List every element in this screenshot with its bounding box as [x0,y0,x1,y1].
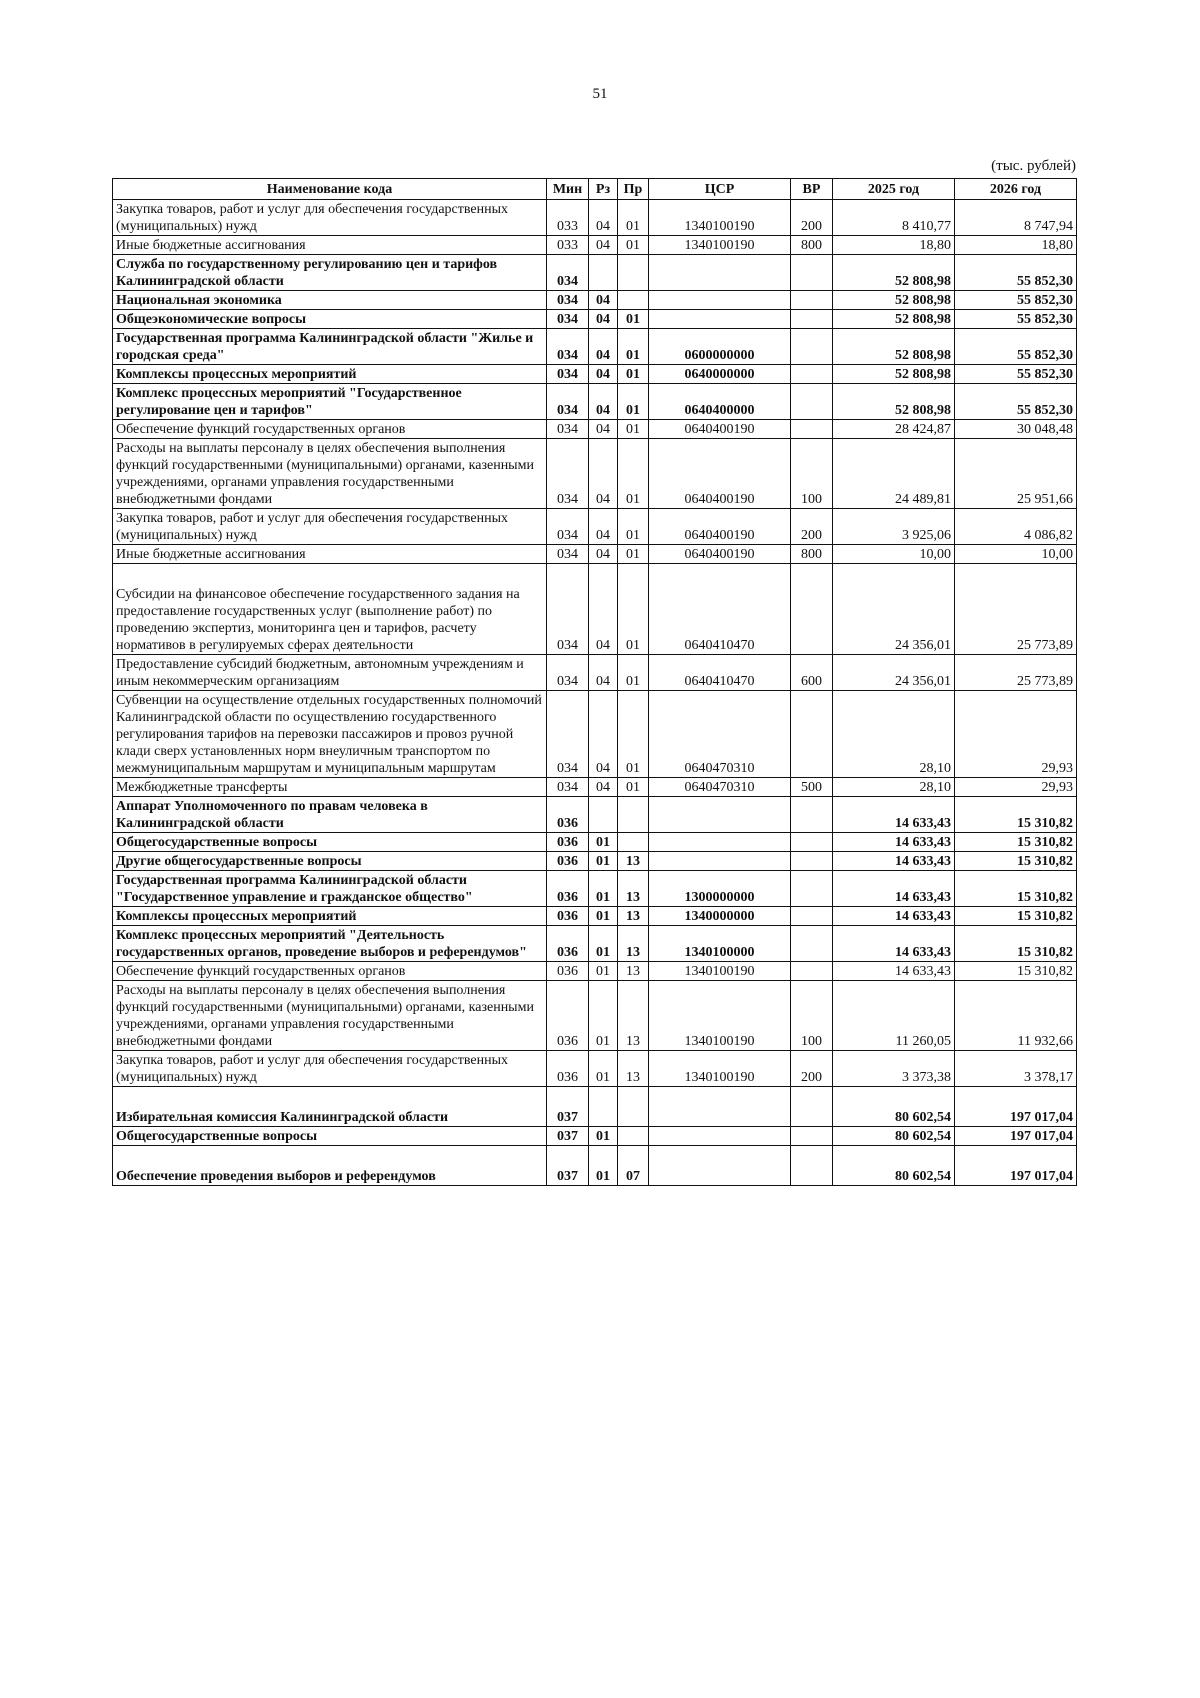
cell-csr [649,255,791,291]
cell-vr: 500 [791,778,833,797]
cell-min: 036 [547,962,589,981]
cell-vr [791,255,833,291]
cell-2026: 8 747,94 [955,200,1077,236]
cell-pr: 01 [618,509,649,545]
header-pr: Пр [618,179,649,200]
cell-vr [791,691,833,778]
cell-min: 036 [547,1051,589,1087]
cell-pr: 01 [618,439,649,509]
cell-min: 034 [547,310,589,329]
cell-2025: 28 424,87 [833,420,955,439]
table-row [113,962,1077,981]
cell-min: 034 [547,255,589,291]
cell-vr [791,907,833,926]
table-row [113,564,1077,655]
header-name: Наименование кода [113,179,547,200]
cell-rz [589,797,618,833]
cell-rz: 04 [589,655,618,691]
cell-2026: 15 310,82 [955,797,1077,833]
cell-2025: 8 410,77 [833,200,955,236]
cell-2025: 28,10 [833,778,955,797]
cell-2026: 4 086,82 [955,509,1077,545]
cell-min: 036 [547,871,589,907]
cell-csr: 0640400190 [649,420,791,439]
cell-vr: 200 [791,200,833,236]
cell-2025: 3 373,38 [833,1051,955,1087]
unit-note: (тыс. рублей) [991,158,1076,174]
cell-rz: 01 [589,926,618,962]
cell-vr: 100 [791,439,833,509]
cell-rz: 04 [589,200,618,236]
cell-2026: 29,93 [955,778,1077,797]
cell-vr [791,420,833,439]
cell-rz: 01 [589,1146,618,1186]
cell-pr [618,255,649,291]
cell-2025: 52 808,98 [833,291,955,310]
header-2026: 2026 год [955,179,1077,200]
table-row [113,797,1077,833]
cell-min: 037 [547,1127,589,1146]
cell-2026: 197 017,04 [955,1127,1077,1146]
table-row [113,871,1077,907]
cell-name: Общегосударственные вопросы [113,1127,547,1146]
cell-name: Предоставление субсидий бюджетным, автономным учреждениям и иным некоммерческим организациям [113,655,547,691]
cell-min: 036 [547,852,589,871]
table-row [113,907,1077,926]
cell-2026: 18,80 [955,236,1077,255]
table-row [113,655,1077,691]
cell-name: Другие общегосударственные вопросы [113,852,547,871]
table-row [113,691,1077,778]
cell-pr: 13 [618,871,649,907]
cell-pr: 01 [618,420,649,439]
cell-pr: 01 [618,778,649,797]
cell-min: 037 [547,1146,589,1186]
cell-pr [618,1087,649,1127]
cell-rz [589,1087,618,1127]
cell-pr [618,797,649,833]
cell-2026: 3 378,17 [955,1051,1077,1087]
cell-vr [791,926,833,962]
cell-min: 033 [547,236,589,255]
table-row [113,509,1077,545]
table-body [113,200,1077,1186]
cell-2026: 29,93 [955,691,1077,778]
cell-vr [791,962,833,981]
cell-vr: 800 [791,545,833,564]
cell-csr: 1340000000 [649,907,791,926]
cell-name: Закупка товаров, работ и услуг для обеспечения государственных (муниципальных) нужд [113,1051,547,1087]
cell-pr: 01 [618,200,649,236]
cell-min: 036 [547,981,589,1051]
cell-pr: 13 [618,907,649,926]
cell-2026: 55 852,30 [955,310,1077,329]
cell-2025: 14 633,43 [833,962,955,981]
cell-2025: 24 356,01 [833,655,955,691]
cell-name: Аппарат Уполномоченного по правам человека в Калининградской области [113,797,547,833]
cell-name: Расходы на выплаты персоналу в целях обеспечения выполнения функций государственными (муниципальными) органами, казенными учреждениями, органами управления государственными внебюджетными фондами [113,439,547,509]
cell-vr [791,310,833,329]
cell-rz: 04 [589,778,618,797]
cell-name: Общегосударственные вопросы [113,833,547,852]
cell-pr: 01 [618,236,649,255]
table-row [113,981,1077,1051]
cell-rz: 04 [589,329,618,365]
cell-min: 034 [547,291,589,310]
cell-rz: 01 [589,907,618,926]
cell-min: 036 [547,907,589,926]
cell-csr: 0640470310 [649,691,791,778]
cell-csr: 0640400190 [649,439,791,509]
cell-vr [791,329,833,365]
cell-csr: 0640400000 [649,384,791,420]
cell-name: Иные бюджетные ассигнования [113,236,547,255]
cell-pr [618,833,649,852]
cell-2025: 80 602,54 [833,1146,955,1186]
cell-pr: 01 [618,384,649,420]
cell-csr: 0640410470 [649,655,791,691]
table-row [113,236,1077,255]
cell-min: 034 [547,509,589,545]
cell-rz: 04 [589,291,618,310]
cell-vr [791,1127,833,1146]
cell-min: 034 [547,420,589,439]
cell-csr [649,1087,791,1127]
cell-csr: 0640000000 [649,365,791,384]
cell-2025: 80 602,54 [833,1087,955,1127]
cell-2026: 25 951,66 [955,439,1077,509]
cell-vr: 100 [791,981,833,1051]
cell-pr: 13 [618,1051,649,1087]
table-header [113,179,1077,200]
cell-vr [791,833,833,852]
cell-name: Обеспечение функций государственных органов [113,962,547,981]
cell-min: 034 [547,329,589,365]
cell-csr: 1340100190 [649,236,791,255]
cell-2025: 14 633,43 [833,833,955,852]
cell-2025: 14 633,43 [833,852,955,871]
cell-csr: 1340100190 [649,981,791,1051]
cell-csr: 0640400190 [649,509,791,545]
cell-min: 034 [547,384,589,420]
cell-name: Субсидии на финансовое обеспечение государственного задания на предоставление государственных услуг (выполнение работ) по проведению экспертиз, мониторинга цен и тарифов, расчету нормативов в регулируемых сферах деятельности [113,564,547,655]
cell-rz: 04 [589,310,618,329]
cell-pr: 01 [618,365,649,384]
cell-2025: 52 808,98 [833,255,955,291]
cell-csr [649,310,791,329]
cell-2026: 15 310,82 [955,962,1077,981]
cell-rz [589,255,618,291]
cell-2026: 15 310,82 [955,833,1077,852]
cell-pr: 01 [618,691,649,778]
cell-rz: 04 [589,420,618,439]
cell-2026: 15 310,82 [955,852,1077,871]
table-row [113,291,1077,310]
cell-rz: 01 [589,962,618,981]
cell-rz: 04 [589,509,618,545]
table-row [113,255,1077,291]
table-row [113,1051,1077,1087]
cell-name: Межбюджетные трансферты [113,778,547,797]
cell-vr [791,365,833,384]
cell-2026: 55 852,30 [955,384,1077,420]
cell-vr: 200 [791,1051,833,1087]
cell-rz: 01 [589,852,618,871]
header-2025: 2025 год [833,179,955,200]
cell-name: Комплексы процессных мероприятий [113,365,547,384]
cell-2025: 80 602,54 [833,1127,955,1146]
cell-name: Иные бюджетные ассигнования [113,545,547,564]
cell-csr: 1300000000 [649,871,791,907]
cell-2026: 55 852,30 [955,365,1077,384]
cell-2026: 11 932,66 [955,981,1077,1051]
cell-csr [649,852,791,871]
cell-csr: 1340100000 [649,926,791,962]
cell-2025: 10,00 [833,545,955,564]
cell-pr: 13 [618,926,649,962]
cell-2025: 11 260,05 [833,981,955,1051]
cell-pr: 01 [618,655,649,691]
cell-name: Государственная программа Калининградской области "Государственное управление и гражданское общество" [113,871,547,907]
cell-2026: 197 017,04 [955,1146,1077,1186]
cell-name: Закупка товаров, работ и услуг для обеспечения государственных (муниципальных) нужд [113,509,547,545]
cell-2026: 10,00 [955,545,1077,564]
cell-rz: 04 [589,691,618,778]
cell-2026: 197 017,04 [955,1087,1077,1127]
cell-min: 036 [547,926,589,962]
cell-2026: 30 048,48 [955,420,1077,439]
cell-pr: 01 [618,545,649,564]
cell-vr [791,291,833,310]
cell-name: Общеэкономические вопросы [113,310,547,329]
cell-pr: 13 [618,962,649,981]
cell-2026: 15 310,82 [955,907,1077,926]
cell-vr [791,871,833,907]
cell-vr [791,852,833,871]
cell-2025: 14 633,43 [833,871,955,907]
cell-2025: 52 808,98 [833,365,955,384]
table-row [113,926,1077,962]
table-row [113,1087,1077,1127]
cell-min: 033 [547,200,589,236]
cell-pr: 01 [618,564,649,655]
cell-vr: 200 [791,509,833,545]
cell-rz: 01 [589,1051,618,1087]
cell-2026: 15 310,82 [955,926,1077,962]
cell-csr [649,797,791,833]
cell-rz: 01 [589,871,618,907]
cell-2025: 14 633,43 [833,797,955,833]
cell-min: 037 [547,1087,589,1127]
cell-min: 034 [547,545,589,564]
cell-csr [649,833,791,852]
cell-2025: 52 808,98 [833,384,955,420]
cell-csr: 1340100190 [649,200,791,236]
cell-name: Комплекс процессных мероприятий "Деятельность государственных органов, проведение выборов и референдумов" [113,926,547,962]
cell-name: Обеспечение проведения выборов и референдумов [113,1146,547,1186]
cell-csr: 0640470310 [649,778,791,797]
cell-rz: 04 [589,564,618,655]
cell-vr: 600 [791,655,833,691]
cell-2026: 25 773,89 [955,564,1077,655]
table-row [113,420,1077,439]
cell-csr: 0640410470 [649,564,791,655]
cell-2025: 14 633,43 [833,926,955,962]
cell-rz: 04 [589,439,618,509]
cell-min: 036 [547,833,589,852]
cell-csr [649,291,791,310]
table-row [113,310,1077,329]
cell-min: 036 [547,797,589,833]
cell-name: Обеспечение функций государственных органов [113,420,547,439]
cell-2025: 14 633,43 [833,907,955,926]
table-row [113,1146,1077,1186]
cell-rz: 01 [589,1127,618,1146]
cell-name: Закупка товаров, работ и услуг для обеспечения государственных (муниципальных) нужд [113,200,547,236]
cell-pr [618,291,649,310]
cell-vr: 800 [791,236,833,255]
cell-name: Расходы на выплаты персоналу в целях обеспечения выполнения функций государственными (муниципальными) органами, казенными учреждениями, органами управления государственными внебюджетными фондами [113,981,547,1051]
cell-rz: 04 [589,545,618,564]
cell-vr [791,797,833,833]
cell-min: 034 [547,655,589,691]
cell-pr: 01 [618,310,649,329]
cell-vr [791,1087,833,1127]
table-row [113,778,1077,797]
cell-2026: 15 310,82 [955,871,1077,907]
cell-2025: 24 489,81 [833,439,955,509]
cell-2025: 52 808,98 [833,310,955,329]
cell-2025: 24 356,01 [833,564,955,655]
cell-pr: 13 [618,852,649,871]
cell-min: 034 [547,564,589,655]
cell-2025: 52 808,98 [833,329,955,365]
cell-pr [618,1127,649,1146]
table-row [113,200,1077,236]
cell-vr [791,564,833,655]
cell-csr: 1340100190 [649,962,791,981]
cell-rz: 04 [589,384,618,420]
table-row [113,545,1077,564]
table-row [113,329,1077,365]
cell-rz: 01 [589,833,618,852]
table-row [113,439,1077,509]
cell-rz: 04 [589,365,618,384]
cell-name: Государственная программа Калининградской области "Жилье и городская среда" [113,329,547,365]
cell-2026: 25 773,89 [955,655,1077,691]
cell-vr [791,384,833,420]
header-min: Мин [547,179,589,200]
cell-min: 034 [547,365,589,384]
page-number: 51 [592,86,608,102]
cell-2025: 3 925,06 [833,509,955,545]
cell-csr: 0600000000 [649,329,791,365]
header-vr: ВР [791,179,833,200]
table-row [113,365,1077,384]
cell-2025: 28,10 [833,691,955,778]
cell-min: 034 [547,439,589,509]
cell-2026: 55 852,30 [955,329,1077,365]
header-csr: ЦСР [649,179,791,200]
cell-min: 034 [547,778,589,797]
cell-csr: 1340100190 [649,1051,791,1087]
cell-pr: 13 [618,981,649,1051]
cell-rz: 01 [589,981,618,1051]
cell-csr [649,1146,791,1186]
cell-2026: 55 852,30 [955,291,1077,310]
table-row [113,833,1077,852]
cell-min: 034 [547,691,589,778]
header-rz: Рз [589,179,618,200]
table-row [113,1127,1077,1146]
cell-pr: 07 [618,1146,649,1186]
cell-name: Субвенции на осуществление отдельных государственных полномочий Калининградской области по осуществлению государственного регулирования тарифов на перевозки пассажиров и провоз ручной клади сверх установленных норм внеуличным транспортом по межмуниципальным маршрутам и муниципальным маршрутам [113,691,547,778]
table-row [113,384,1077,420]
table-row [113,852,1077,871]
cell-name: Комплекс процессных мероприятий "Государственное регулирование цен и тарифов" [113,384,547,420]
cell-pr: 01 [618,329,649,365]
cell-vr [791,1146,833,1186]
cell-name: Комплексы процессных мероприятий [113,907,547,926]
cell-rz: 04 [589,236,618,255]
cell-name: Национальная экономика [113,291,547,310]
cell-name: Избирательная комиссия Калининградской области [113,1087,547,1127]
budget-table [112,178,1077,1186]
cell-csr: 0640400190 [649,545,791,564]
cell-2026: 55 852,30 [955,255,1077,291]
cell-name: Служба по государственному регулированию цен и тарифов Калининградской области [113,255,547,291]
cell-2025: 18,80 [833,236,955,255]
cell-csr [649,1127,791,1146]
